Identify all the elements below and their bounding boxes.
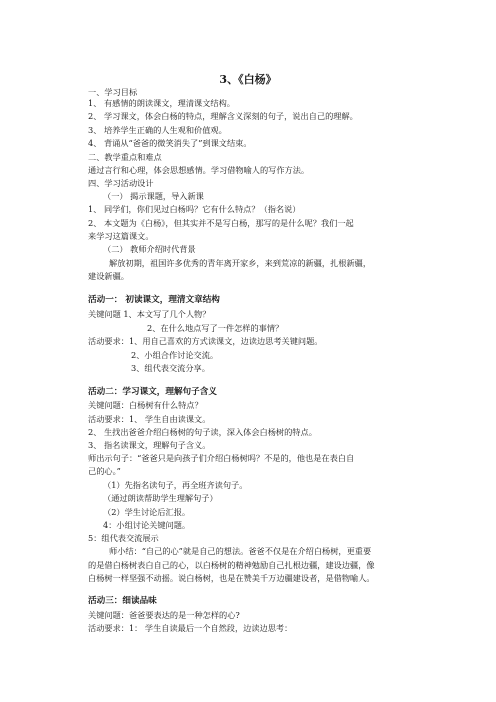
paragraph-text: 3、 指名读课文，理解句子含义。 [88, 440, 211, 450]
paragraph-text: 通过言行和心理，体会思想感情。学习借物喻人的写作方法。 [88, 165, 310, 175]
paragraph-text: 4：小组讨论关键问题。 [103, 520, 191, 530]
activity-heading: 活动一： 初读课文，理清文章结构 [88, 295, 220, 305]
paragraph-text: 3、组代表交流分享。 [131, 363, 210, 373]
section-heading: 四、学习活动设计 [88, 178, 154, 188]
objective-item: 2、 学习课文，体会白杨的特点，理解含义深刻的句子，说出自己的理解。 [88, 111, 358, 121]
paragraph-text: 师小结：“自己的心”就是自己的想法。爸爸不仅是在介绍白杨树，更重要 [109, 546, 372, 556]
section-heading: 一、学习目标 [88, 87, 138, 97]
paragraph-text: 白杨树一样坚强不动摇。说白杨树，也是在赞美千万边疆建设者，是借物喻人。 [88, 573, 375, 583]
paragraph-text: 建设新疆。 [88, 271, 129, 281]
paragraph-text: 2、 生找出爸爸介绍白杨树的句子读，深入体会白杨树的特点。 [88, 427, 317, 437]
paragraph-text: 来学习这篇课文。 [88, 231, 154, 241]
paragraph-text: 解放初期，祖国许多优秀的青年离开家乡，来到荒凉的新疆，扎根新疆， [109, 258, 372, 268]
paragraph-text: 5：组代表交流展示 [88, 533, 159, 543]
paragraph-text: 活动要求：1、 学生自由读课文。 [88, 414, 211, 424]
paragraph-text: （2）学生讨论后汇报。 [103, 507, 191, 517]
paragraph-text: 1、 同学们，你们见过白杨吗？它有什么特点？（指名说） [88, 204, 301, 214]
activity-heading: 活动三：细读品味 [88, 596, 157, 606]
subsection-heading: （二） 教师介绍时代背景 [103, 244, 196, 254]
paragraph-text: 己的心。” [88, 466, 121, 476]
objective-item: 1、 有感情的朗读课文，理清课文结构。 [88, 98, 235, 108]
section-heading: 二、教学重点和难点 [88, 152, 162, 162]
paragraph-text: 活动要求：1、用自己喜欢的方式读课文，边读边思考关键问题。 [88, 336, 323, 346]
subsection-heading: （一） 揭示课题，导入新课 [103, 191, 204, 201]
paragraph-text: 关键问题：白杨树有什么特点？ [88, 400, 203, 410]
paragraph-text: 关键问题：爸爸要表达的是一种怎样的心? [88, 610, 240, 620]
objective-item: 4、 背诵从“爸爸的微笑消失了”到课文结束。 [88, 138, 252, 148]
paragraph-text: 2、小组合作讨论交流。 [131, 350, 219, 360]
document-title: 3、《白杨》 [219, 73, 277, 86]
paragraph-text: 的是借白杨树表白自己的心，以白杨树的精神勉励自己扎根边疆，建设边疆，像 [88, 560, 375, 570]
paragraph-text: （1）先指名读句子，再全班齐读句子。 [103, 480, 248, 490]
activity-heading: 活动二：学习课文，理解句子含义 [88, 387, 217, 397]
paragraph-text: 师出示句子：“爸爸只是向孩子们介绍白杨树吗？不是的，他也是在表白自 [88, 453, 355, 463]
paragraph-text: 关键问题 1、本文写了几个人物？ [88, 309, 211, 319]
paragraph-text: 活动要求：1： 学生自读最后一个自然段，边读边思考： [88, 623, 293, 633]
paragraph-text: 2、 本文题为《白杨》，但其实并不是写白杨，那写的是什么呢？我们一起 [88, 218, 354, 228]
objective-item: 3、 培养学生正确的人生观和价值观。 [88, 125, 227, 135]
paragraph-text: 2、在什么地点写了一件怎样的事情？ [147, 323, 284, 333]
paragraph-text: （通过朗读帮助学生理解句子） [103, 493, 218, 503]
